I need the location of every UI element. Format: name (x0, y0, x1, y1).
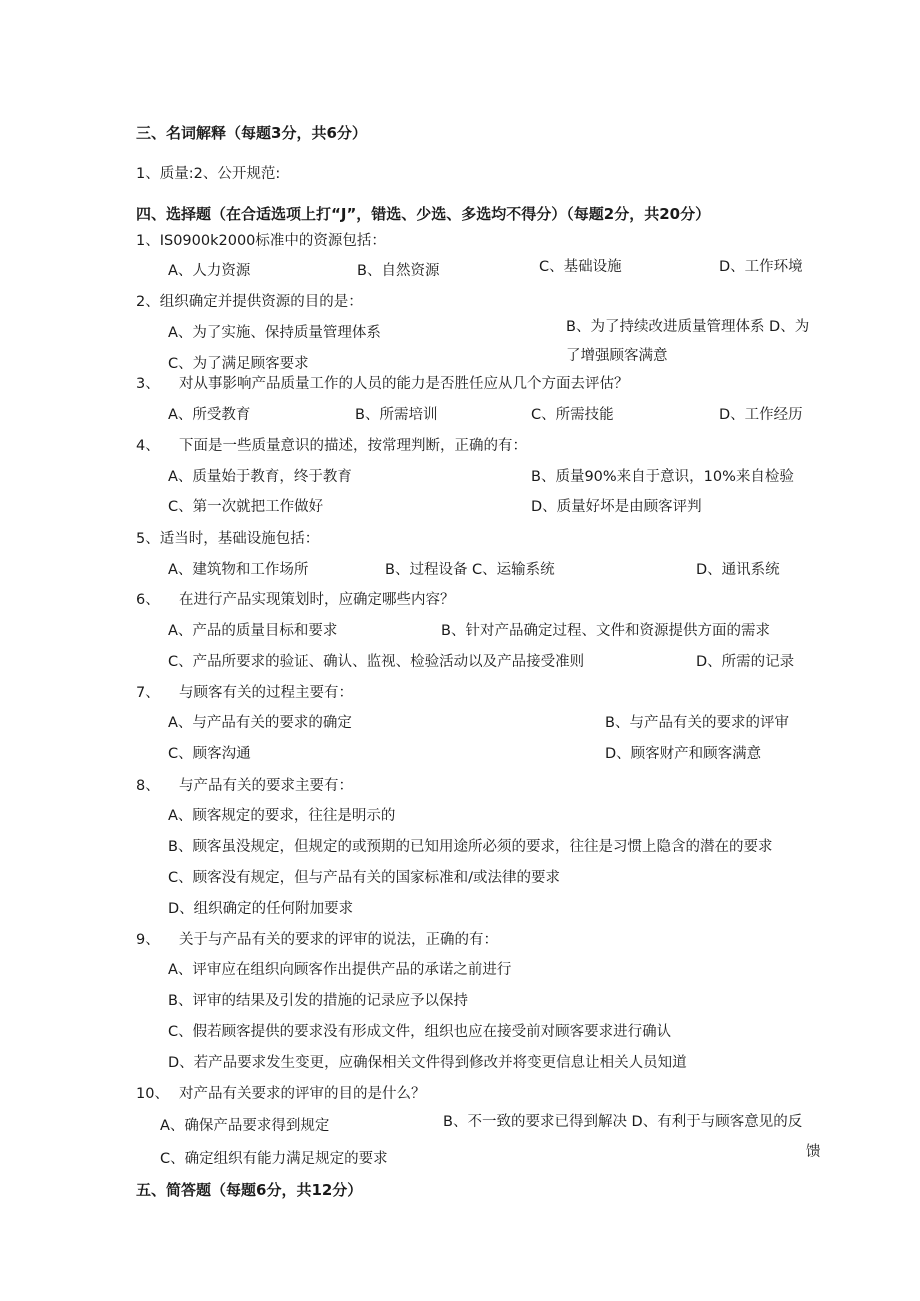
q7-option-a: A、与产品有关的要求的确定 (168, 715, 352, 731)
q8-option-b: B、顾客虽没规定，但规定的或预期的已知用途所必须的要求，往往是习惯上隐含的潜在的要求 (168, 839, 773, 855)
q3-option-d: D、工作经历 (719, 407, 803, 423)
q2-stem: 2、组织确定并提供资源的目的是： (136, 294, 363, 310)
q10-stem: 对产品有关要求的评审的目的是什么？ (179, 1086, 426, 1102)
q2-option-d-continued: 了增强顾客满意 (566, 348, 668, 364)
q10-option-c: C、确定组织有能力满足规定的要求 (160, 1151, 388, 1167)
q9-number: 9、 (136, 932, 160, 948)
q7-option-b: B、与产品有关的要求的评审 (605, 715, 789, 731)
section-4-title: 四、选择题（在合适选项上打“J”，错选、少选、多选均不得分）（每题2分，共20分） (136, 205, 711, 223)
q9-option-c: C、假若顾客提供的要求没有形成文件，组织也应在接受前对顾客要求进行确认 (168, 1024, 672, 1040)
q5-option-a: A、建筑物和工作场所 (168, 562, 309, 578)
q6-stem: 在进行产品实现策划时，应确定哪些内容？ (179, 592, 455, 608)
section-5-title: 五、简答题（每题6分，共12分） (136, 1181, 363, 1199)
q8-number: 8、 (136, 778, 160, 794)
q8-option-a: A、顾客规定的要求，往往是明示的 (168, 808, 396, 824)
section-3-title: 三、名词解释（每题3分，共6分） (136, 124, 367, 142)
q4-stem: 下面是一些质量意识的描述，按常理判断，正确的有： (179, 438, 527, 454)
q3-option-c: C、所需技能 (531, 407, 614, 423)
q6-option-d: D、所需的记录 (696, 654, 795, 670)
q1-option-c: C、基础设施 (539, 259, 622, 275)
q7-option-c: C、顾客沟通 (168, 746, 251, 762)
q8-stem: 与产品有关的要求主要有： (179, 778, 353, 794)
q9-option-d: D、若产品要求发生变更，应确保相关文件得到修改并将变更信息让相关人员知道 (168, 1055, 687, 1071)
q6-option-c: C、产品所要求的验证、确认、监视、检验活动以及产品接受准则 (168, 654, 585, 670)
q9-stem: 关于与产品有关的要求的评审的说法，正确的有： (179, 932, 498, 948)
q4-option-c: C、第一次就把工作做好 (168, 499, 324, 515)
q4-option-a: A、质量始于教育，终于教育 (168, 469, 352, 485)
q1-stem: 1、IS0900k2000标准中的资源包括： (136, 233, 386, 249)
q10-option-b-d: B、不一致的要求已得到解决 D、有利于与顾客意见的反 (443, 1114, 803, 1130)
q2-option-b-d: B、为了持续改进质量管理体系 D、为 (566, 319, 810, 335)
q7-option-d: D、顾客财产和顾客满意 (605, 746, 762, 762)
q4-option-d: D、质量好坏是由顾客评判 (531, 499, 702, 515)
q3-option-a: A、所受教育 (168, 407, 251, 423)
q9-option-b: B、评审的结果及引发的措施的记录应予以保持 (168, 993, 468, 1009)
q3-option-b: B、所需培训 (355, 407, 438, 423)
q5-stem: 5、适当时，基础设施包括： (136, 531, 320, 547)
q7-stem: 与顾客有关的过程主要有： (179, 685, 353, 701)
q10-option-a: A、确保产品要求得到规定 (160, 1118, 330, 1134)
q1-option-a: A、人力资源 (168, 263, 251, 279)
q3-number: 3、 (136, 376, 160, 392)
q5-option-d: D、通讯系统 (696, 562, 780, 578)
q9-option-a: A、评审应在组织向顾客作出提供产品的承诺之前进行 (168, 962, 512, 978)
q10-number: 10、 (136, 1086, 169, 1102)
q10-option-d-continued: 馈 (806, 1144, 821, 1160)
q4-number: 4、 (136, 438, 160, 454)
q6-option-b: B、针对产品确定过程、文件和资源提供方面的需求 (441, 623, 770, 639)
q6-option-a: A、产品的质量目标和要求 (168, 623, 338, 639)
q7-number: 7、 (136, 685, 160, 701)
q2-option-a: A、为了实施、保持质量管理体系 (168, 325, 381, 341)
q3-stem: 对从事影响产品质量工作的人员的能力是否胜任应从几个方面去评估？ (179, 376, 629, 392)
q8-option-c: C、顾客没有规定，但与产品有关的国家标准和/或法律的要求 (168, 870, 561, 886)
section-3-items: 1、质量:2、公开规范: (136, 166, 281, 182)
q1-option-b: B、自然资源 (357, 263, 440, 279)
q2-option-c: C、为了满足顾客要求 (168, 356, 309, 372)
q4-option-b: B、质量90%来自于意识，10%来自检验 (531, 469, 794, 485)
q5-option-b-c: B、过程设备 C、运输系统 (385, 562, 555, 578)
q8-option-d: D、组织确定的任何附加要求 (168, 901, 354, 917)
q6-number: 6、 (136, 592, 160, 608)
q1-option-d: D、工作环境 (719, 259, 803, 275)
